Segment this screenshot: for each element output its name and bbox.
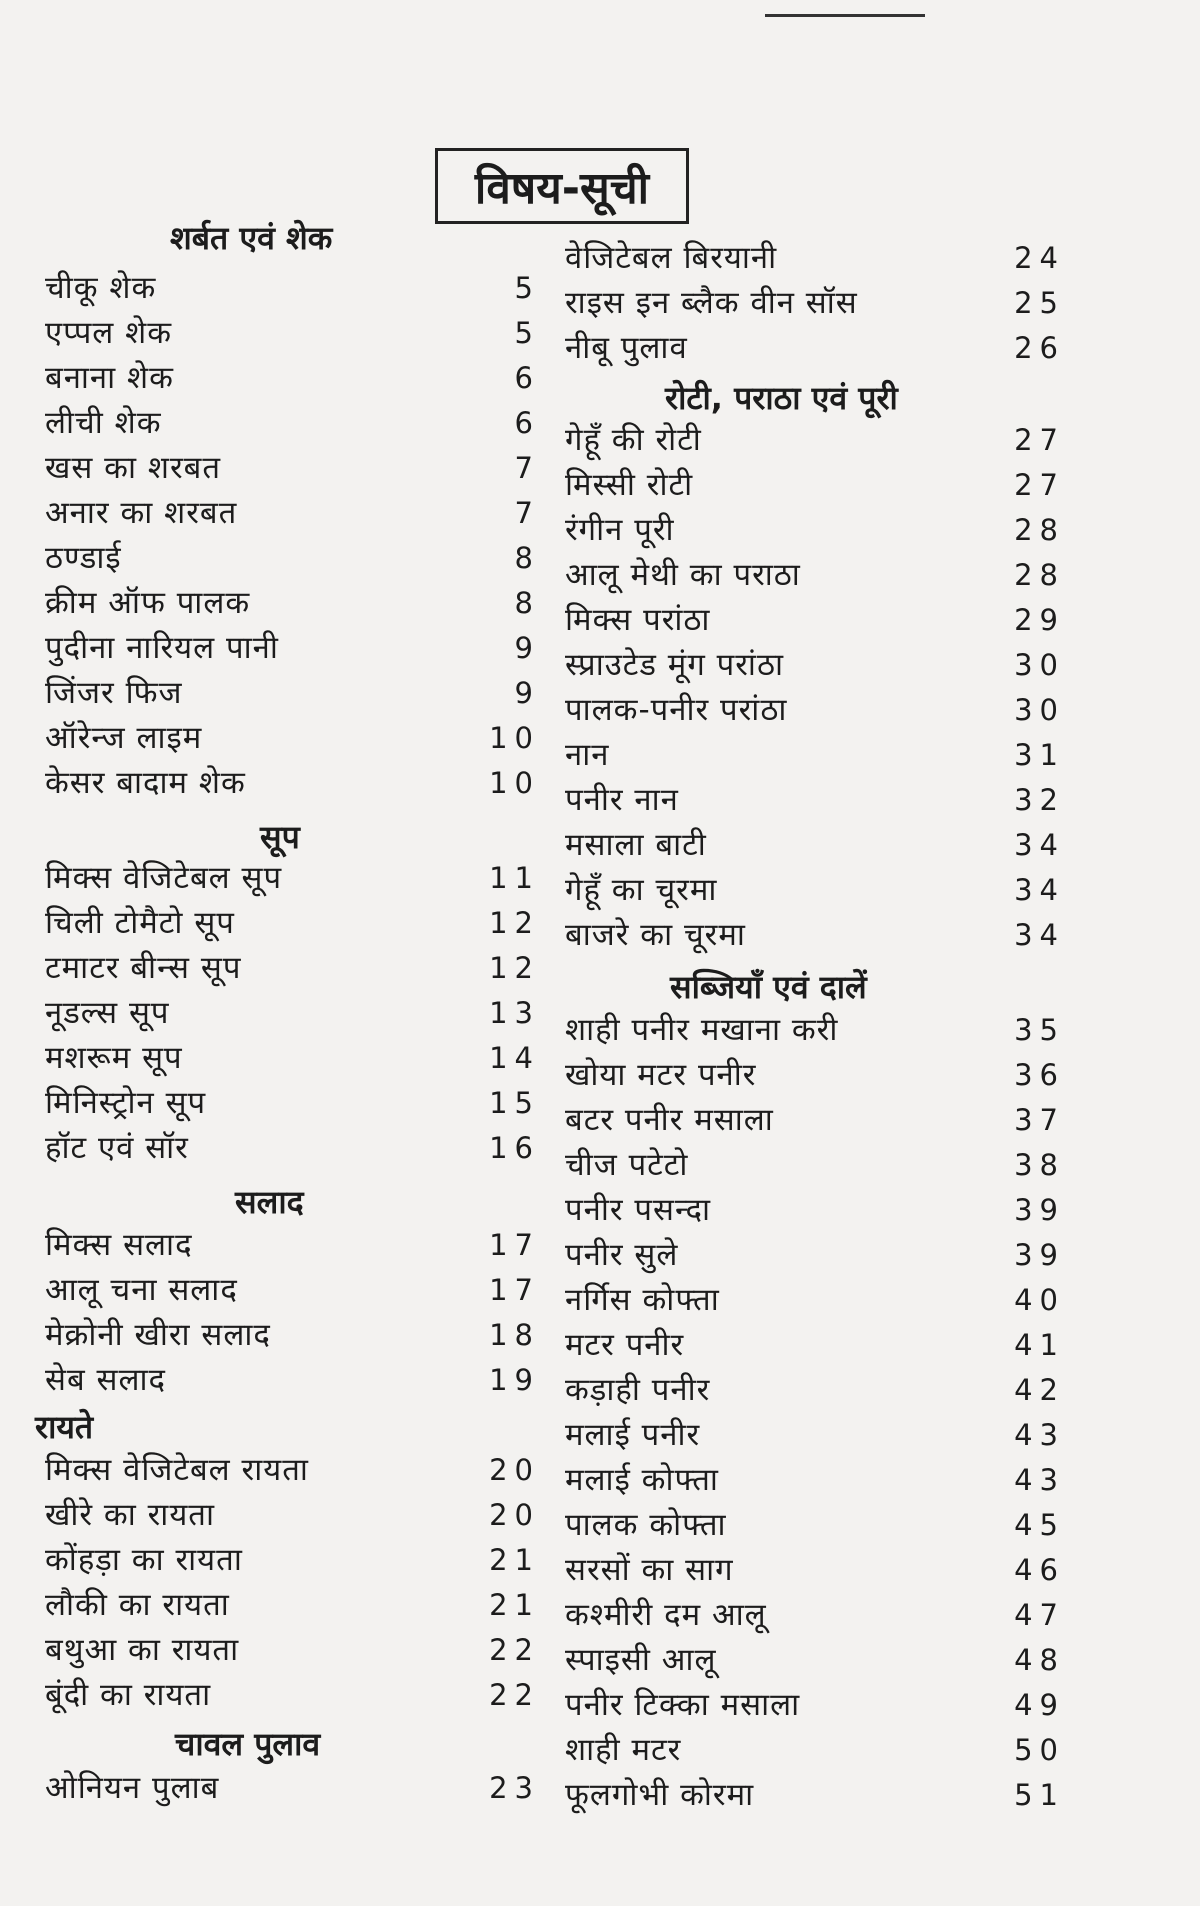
toc-entry-title: मसाला बाटी	[565, 827, 707, 863]
toc-entry	[565, 1638, 1065, 1682]
toc-entry	[565, 1143, 1065, 1187]
toc-entry-page-number: 17	[489, 1228, 540, 1262]
toc-entry	[45, 946, 540, 990]
toc-entry-title: बटर पनीर मसाला	[565, 1102, 774, 1138]
toc-entry	[45, 266, 540, 310]
toc-entry-page-number: 47	[1014, 1598, 1065, 1632]
toc-entry-page-number: 37	[1014, 1103, 1065, 1137]
toc-entry	[565, 1053, 1065, 1097]
toc-entry-page-number: 28	[1014, 513, 1065, 547]
toc-entry-page-number: 17	[489, 1273, 540, 1307]
toc-entry-title: रंगीन पूरी	[565, 512, 675, 548]
toc-entry-page-number: 38	[1014, 1148, 1065, 1182]
toc-entry-title: मलाई कोफ्ता	[565, 1462, 719, 1498]
toc-entry-page-number: 12	[489, 951, 540, 985]
section-heading: सूप	[260, 818, 300, 856]
toc-entry-title: मिक्स सलाद	[45, 1227, 193, 1263]
toc-entry	[45, 856, 540, 900]
section-heading: रोटी, पराठा एवं पूरी	[665, 379, 898, 417]
toc-entry-title: हॉट एवं सॉर	[45, 1130, 189, 1166]
toc-entry-title: ऑरेन्ज लाइम	[45, 720, 203, 756]
toc-entry-page-number: 27	[1014, 468, 1065, 502]
toc-entry	[565, 1368, 1065, 1412]
toc-entry	[45, 1268, 540, 1312]
toc-entry-page-number: 34	[1014, 873, 1065, 907]
toc-entry	[565, 1458, 1065, 1502]
toc-entry-page-number: 10	[489, 766, 540, 800]
toc-entry	[565, 1323, 1065, 1367]
toc-entry-page-number: 9	[514, 631, 540, 665]
toc-entry-title: चिली टोमैटो सूप	[45, 905, 235, 941]
toc-entry-page-number: 35	[1014, 1013, 1065, 1047]
toc-entry-title: मटर पनीर	[565, 1327, 685, 1363]
toc-entry	[565, 643, 1065, 687]
toc-entry	[45, 1448, 540, 1492]
toc-entry-title: बनाना शेक	[45, 360, 174, 396]
toc-entry	[565, 913, 1065, 957]
toc-entry-page-number: 32	[1014, 783, 1065, 817]
section-heading: चावल पुलाव	[175, 1725, 321, 1763]
toc-entry-page-number: 39	[1014, 1238, 1065, 1272]
toc-entry-title: नान	[565, 737, 610, 773]
toc-entry-title: मशरूम सूप	[45, 1040, 183, 1076]
toc-entry-title: चीकू शेक	[45, 270, 157, 306]
toc-entry	[45, 1126, 540, 1170]
toc-entry-title: कोंहड़ा का रायता	[45, 1542, 243, 1578]
toc-entry-page-number: 8	[514, 586, 540, 620]
toc-entry-title: मिनिस्ट्रोन सूप	[45, 1085, 207, 1121]
toc-entry-page-number: 50	[1014, 1733, 1065, 1767]
toc-entry	[565, 688, 1065, 732]
toc-entry	[565, 733, 1065, 777]
toc-entry-page-number: 5	[514, 271, 540, 305]
toc-entry-page-number: 20	[489, 1498, 540, 1532]
toc-entry-page-number: 28	[1014, 558, 1065, 592]
toc-entry-page-number: 30	[1014, 693, 1065, 727]
toc-entry	[45, 671, 540, 715]
toc-entry-page-number: 27	[1014, 423, 1065, 457]
toc-entry	[565, 463, 1065, 507]
toc-entry	[565, 778, 1065, 822]
toc-entry-page-number: 7	[514, 451, 540, 485]
toc-entry-page-number: 14	[489, 1041, 540, 1075]
toc-entry-title: राइस इन ब्लैक वीन सॉस	[565, 285, 858, 321]
toc-entry-page-number: 31	[1014, 738, 1065, 772]
toc-entry	[45, 1313, 540, 1357]
toc-entry	[565, 1503, 1065, 1547]
section-heading: सलाद	[235, 1183, 304, 1221]
toc-entry-title: मलाई पनीर	[565, 1417, 701, 1453]
toc-entry	[565, 1188, 1065, 1232]
toc-entry-title: सरसों का साग	[565, 1552, 734, 1588]
toc-entry-page-number: 43	[1014, 1463, 1065, 1497]
toc-entry-title: पनीर पसन्दा	[565, 1192, 712, 1228]
toc-entry-page-number: 26	[1014, 331, 1065, 365]
toc-entry-page-number: 19	[489, 1363, 540, 1397]
toc-entry-title: आलू मेथी का पराठा	[565, 557, 801, 593]
toc-entry-page-number: 36	[1014, 1058, 1065, 1092]
toc-entry-page-number: 21	[489, 1543, 540, 1577]
toc-entry	[45, 1673, 540, 1717]
toc-entry-page-number: 16	[489, 1131, 540, 1165]
toc-entry	[45, 1493, 540, 1537]
toc-entry	[565, 598, 1065, 642]
toc-entry	[565, 326, 1065, 370]
toc-entry-title: पुदीना नारियल पानी	[45, 630, 279, 666]
toc-entry-title: स्प्राउटेड मूंग परांठा	[565, 647, 784, 683]
toc-entry	[45, 446, 540, 490]
toc-entry-title: कड़ाही पनीर	[565, 1372, 711, 1408]
toc-entry-title: पालक कोफ्ता	[565, 1507, 727, 1543]
toc-entry-title: केसर बादाम शेक	[45, 765, 246, 801]
toc-entry	[565, 553, 1065, 597]
toc-entry	[45, 581, 540, 625]
toc-entry-title: बथुआ का रायता	[45, 1632, 240, 1668]
toc-entry-page-number: 48	[1014, 1643, 1065, 1677]
toc-entry-page-number: 49	[1014, 1688, 1065, 1722]
toc-entry	[45, 1538, 540, 1582]
toc-entry-page-number: 5	[514, 316, 540, 350]
toc-entry	[565, 1548, 1065, 1592]
toc-entry	[565, 1593, 1065, 1637]
toc-entry	[565, 236, 1065, 280]
toc-entry-page-number: 43	[1014, 1418, 1065, 1452]
toc-entry-page-number: 22	[489, 1678, 540, 1712]
toc-entry-title: खस का शरबत	[45, 450, 221, 486]
toc-entry	[45, 1766, 540, 1810]
toc-entry-page-number: 29	[1014, 603, 1065, 637]
toc-entry	[565, 1278, 1065, 1322]
toc-entry-title: ओनियन पुलाब	[45, 1770, 220, 1806]
section-heading: शर्बत एवं शेक	[170, 219, 333, 257]
toc-entry-title: चीज पटेटो	[565, 1147, 689, 1183]
toc-entry	[45, 401, 540, 445]
toc-entry	[565, 1773, 1065, 1817]
toc-entry	[565, 823, 1065, 867]
toc-entry-title: एप्पल शेक	[45, 315, 173, 351]
toc-entry-page-number: 11	[489, 861, 540, 895]
toc-entry	[45, 1628, 540, 1672]
toc-entry-title: स्पाइसी आलू	[565, 1642, 717, 1678]
toc-entry-title: गेहूँ की रोटी	[565, 422, 702, 458]
toc-entry-title: सेब सलाद	[45, 1362, 166, 1398]
toc-entry-title: शाही मटर	[565, 1732, 682, 1768]
toc-entry-title: मिक्स वेजिटेबल सूप	[45, 860, 283, 896]
toc-entry	[45, 901, 540, 945]
toc-entry-title: आलू चना सलाद	[45, 1272, 238, 1308]
toc-entry-page-number: 34	[1014, 918, 1065, 952]
toc-entry	[45, 356, 540, 400]
toc-entry-page-number: 51	[1014, 1778, 1065, 1812]
toc-entry-page-number: 22	[489, 1633, 540, 1667]
toc-entry-title: शाही पनीर मखाना करी	[565, 1012, 839, 1048]
toc-entry-title: क्रीम ऑफ पालक	[45, 585, 251, 621]
toc-entry	[565, 1413, 1065, 1457]
toc-entry-title: मिक्स वेजिटेबल रायता	[45, 1452, 309, 1488]
toc-entry-title: मिक्स परांठा	[565, 602, 711, 638]
toc-entry-title: गेहूँ का चूरमा	[565, 872, 718, 908]
toc-entry-title: पालक-पनीर परांठा	[565, 692, 788, 728]
toc-entry	[565, 1683, 1065, 1727]
toc-entry	[45, 626, 540, 670]
toc-entry-title: बूंदी का रायता	[45, 1677, 212, 1713]
toc-entry	[45, 1358, 540, 1402]
section-heading: सब्जियाँ एवं दालें	[670, 968, 867, 1006]
toc-entry-title: नीबू पुलाव	[565, 330, 688, 366]
toc-entry	[565, 1098, 1065, 1142]
toc-entry-title: फूलगोभी कोरमा	[565, 1777, 755, 1813]
toc-entry	[45, 1081, 540, 1125]
toc-entry-page-number: 6	[514, 406, 540, 440]
toc-entry-title: जिंजर फिज	[45, 675, 183, 711]
toc-entry-page-number: 21	[489, 1588, 540, 1622]
toc-entry-page-number: 40	[1014, 1283, 1065, 1317]
toc-entry	[565, 1728, 1065, 1772]
toc-entry-page-number: 46	[1014, 1553, 1065, 1587]
toc-entry-page-number: 20	[489, 1453, 540, 1487]
toc-entry	[45, 311, 540, 355]
toc-entry	[45, 491, 540, 535]
toc-entry	[45, 761, 540, 805]
toc-entry-title: वेजिटेबल बिरयानी	[565, 240, 778, 276]
toc-entry-page-number: 23	[489, 1771, 540, 1805]
toc-entry-title: कश्मीरी दम आलू	[565, 1597, 767, 1633]
toc-entry	[45, 1036, 540, 1080]
page-title: विषय-सूची	[435, 148, 689, 224]
toc-entry-page-number: 13	[489, 996, 540, 1030]
top-rule-divider	[765, 14, 925, 17]
toc-entry-page-number: 9	[514, 676, 540, 710]
toc-entry-page-number: 10	[489, 721, 540, 755]
toc-entry-title: टमाटर बीन्स सूप	[45, 950, 242, 986]
toc-entry-title: नर्गिस कोफ्ता	[565, 1282, 720, 1318]
toc-entry	[565, 1233, 1065, 1277]
toc-entry-page-number: 30	[1014, 648, 1065, 682]
toc-entry-page-number: 7	[514, 496, 540, 530]
toc-entry-title: पनीर नान	[565, 782, 679, 818]
toc-entry-page-number: 45	[1014, 1508, 1065, 1542]
toc-entry	[45, 1223, 540, 1267]
toc-entry	[45, 1583, 540, 1627]
toc-entry-title: खोया मटर पनीर	[565, 1057, 757, 1093]
toc-entry-page-number: 25	[1014, 286, 1065, 320]
toc-entry-page-number: 15	[489, 1086, 540, 1120]
toc-entry-title: मेक्रोनी खीरा सलाद	[45, 1317, 271, 1353]
toc-entry-title: खीरे का रायता	[45, 1497, 215, 1533]
toc-entry-page-number: 12	[489, 906, 540, 940]
toc-entry	[45, 716, 540, 760]
toc-entry-page-number: 24	[1014, 241, 1065, 275]
toc-entry-page-number: 41	[1014, 1328, 1065, 1362]
toc-entry-page-number: 8	[514, 541, 540, 575]
toc-entry-title: बाजरे का चूरमा	[565, 917, 746, 953]
toc-entry-title: लौकी का रायता	[45, 1587, 230, 1623]
toc-entry	[565, 1008, 1065, 1052]
toc-entry-page-number: 34	[1014, 828, 1065, 862]
toc-entry-title: नूडल्स सूप	[45, 995, 170, 1031]
toc-entry-title: पनीर टिक्का मसाला	[565, 1687, 801, 1723]
toc-entry-title: लीची शेक	[45, 405, 162, 441]
toc-entry-page-number: 39	[1014, 1193, 1065, 1227]
toc-entry	[565, 418, 1065, 462]
toc-entry	[565, 281, 1065, 325]
toc-entry-page-number: 18	[489, 1318, 540, 1352]
section-heading: रायते	[35, 1408, 94, 1446]
toc-entry-title: पनीर सुले	[565, 1237, 679, 1273]
toc-entry	[45, 536, 540, 580]
toc-entry-title: मिस्सी रोटी	[565, 467, 694, 503]
toc-entry-title: अनार का शरबत	[45, 495, 238, 531]
toc-entry	[565, 508, 1065, 552]
toc-entry	[565, 868, 1065, 912]
toc-entry-page-number: 6	[514, 361, 540, 395]
toc-entry	[45, 991, 540, 1035]
toc-entry-title: ठण्डाई	[45, 540, 122, 576]
toc-entry-page-number: 42	[1014, 1373, 1065, 1407]
